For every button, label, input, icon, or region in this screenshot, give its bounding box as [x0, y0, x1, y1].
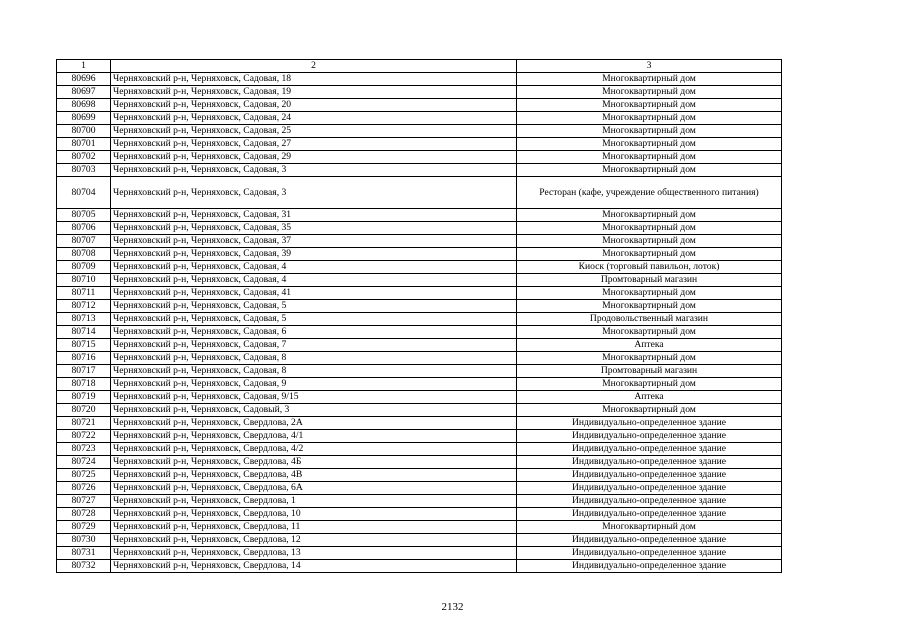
object-id-cell: 80730 — [57, 534, 111, 547]
object-type-cell: Многоквартирный дом — [517, 326, 782, 339]
address-cell: Черняховский р-н, Черняховск, Садовая, 5 — [111, 300, 517, 313]
object-id-cell: 80720 — [57, 404, 111, 417]
object-id-cell: 80723 — [57, 443, 111, 456]
table-row — [57, 261, 782, 274]
address-cell: Черняховский р-н, Черняховск, Садовая, 7 — [111, 339, 517, 352]
registry-table — [56, 59, 782, 573]
table-row — [57, 287, 782, 300]
address-cell: Черняховский р-н, Черняховск, Садовая, 39 — [111, 248, 517, 261]
object-type-cell: Многоквартирный дом — [517, 73, 782, 86]
object-id-cell: 80708 — [57, 248, 111, 261]
table-row — [57, 177, 782, 209]
object-id-cell: 80707 — [57, 235, 111, 248]
object-id-cell: 80703 — [57, 164, 111, 177]
table-row — [57, 521, 782, 534]
object-type-cell: Аптека — [517, 391, 782, 404]
address-cell: Черняховский р-н, Черняховск, Свердлова, 1 — [111, 495, 517, 508]
table-row — [57, 547, 782, 560]
address-cell: Черняховский р-н, Черняховск, Садовая, 19 — [111, 86, 517, 99]
object-id-cell: 80717 — [57, 365, 111, 378]
object-type-cell: Многоквартирный дом — [517, 151, 782, 164]
object-type-cell: Многоквартирный дом — [517, 248, 782, 261]
table-row — [57, 495, 782, 508]
table-row — [57, 443, 782, 456]
object-id-cell: 80699 — [57, 112, 111, 125]
object-type-cell: Многоквартирный дом — [517, 138, 782, 151]
object-type-cell: Индивидуально-определенное здание — [517, 456, 782, 469]
object-id-cell: 80702 — [57, 151, 111, 164]
object-type-cell: Промтоварный магазин — [517, 274, 782, 287]
object-id-cell: 80704 — [57, 177, 111, 209]
address-cell: Черняховский р-н, Черняховск, Садовая, 9 — [111, 378, 517, 391]
object-id-cell: 80729 — [57, 521, 111, 534]
table-row — [57, 125, 782, 138]
table-row — [57, 209, 782, 222]
address-cell: Черняховский р-н, Черняховск, Свердлова, 4В — [111, 469, 517, 482]
address-cell: Черняховский р-н, Черняховск, Садовая, 35 — [111, 222, 517, 235]
object-type-cell: Индивидуально-определенное здание — [517, 534, 782, 547]
table-row — [57, 151, 782, 164]
object-type-cell: Многоквартирный дом — [517, 222, 782, 235]
object-id-cell: 80726 — [57, 482, 111, 495]
table-row — [57, 326, 782, 339]
table-row — [57, 508, 782, 521]
object-type-cell: Индивидуально-определенное здание — [517, 508, 782, 521]
header-cell-2: 2 — [111, 60, 517, 73]
table-row — [57, 339, 782, 352]
object-type-cell: Многоквартирный дом — [517, 164, 782, 177]
address-cell: Черняховский р-н, Черняховск, Садовая, 29 — [111, 151, 517, 164]
object-type-cell: Индивидуально-определенное здание — [517, 547, 782, 560]
object-id-cell: 80709 — [57, 261, 111, 274]
table-row — [57, 73, 782, 86]
table-row — [57, 300, 782, 313]
object-id-cell: 80719 — [57, 391, 111, 404]
object-type-cell: Многоквартирный дом — [517, 235, 782, 248]
address-cell: Черняховский р-н, Черняховск, Садовая, 20 — [111, 99, 517, 112]
address-cell: Черняховский р-н, Черняховск, Свердлова, 6А — [111, 482, 517, 495]
object-type-cell: Индивидуально-определенное здание — [517, 443, 782, 456]
object-id-cell: 80698 — [57, 99, 111, 112]
table-row — [57, 352, 782, 365]
object-type-cell: Индивидуально-определенное здание — [517, 417, 782, 430]
object-id-cell: 80716 — [57, 352, 111, 365]
address-cell: Черняховский р-н, Черняховск, Садовая, 24 — [111, 112, 517, 125]
object-id-cell: 80718 — [57, 378, 111, 391]
table-row — [57, 404, 782, 417]
address-cell: Черняховский р-н, Черняховск, Свердлова, 4Б — [111, 456, 517, 469]
object-id-cell: 80700 — [57, 125, 111, 138]
table-row — [57, 274, 782, 287]
address-cell: Черняховский р-н, Черняховск, Садовая, 18 — [111, 73, 517, 86]
address-cell: Черняховский р-н, Черняховск, Садовая, 4 — [111, 274, 517, 287]
object-id-cell: 80712 — [57, 300, 111, 313]
table-row — [57, 138, 782, 151]
object-id-cell: 80728 — [57, 508, 111, 521]
object-id-cell: 80706 — [57, 222, 111, 235]
table-row — [57, 222, 782, 235]
object-id-cell: 80727 — [57, 495, 111, 508]
address-cell: Черняховский р-н, Черняховск, Свердлова, 13 — [111, 547, 517, 560]
address-cell: Черняховский р-н, Черняховск, Садовая, 8 — [111, 352, 517, 365]
object-id-cell: 80714 — [57, 326, 111, 339]
object-type-cell: Киоск (торговый павильон, лоток) — [517, 261, 782, 274]
table-row — [57, 365, 782, 378]
object-id-cell: 80715 — [57, 339, 111, 352]
table-row — [57, 248, 782, 261]
object-type-cell: Многоквартирный дом — [517, 521, 782, 534]
address-cell: Черняховский р-н, Черняховск, Свердлова, 14 — [111, 560, 517, 573]
table-row — [57, 534, 782, 547]
address-cell: Черняховский р-н, Черняховск, Садовая, 41 — [111, 287, 517, 300]
object-type-cell: Индивидуально-определенное здание — [517, 482, 782, 495]
table-row — [57, 482, 782, 495]
address-cell: Черняховский р-н, Черняховск, Садовая, 8 — [111, 365, 517, 378]
object-type-cell: Многоквартирный дом — [517, 352, 782, 365]
object-type-cell: Индивидуально-определенное здание — [517, 430, 782, 443]
object-id-cell: 80724 — [57, 456, 111, 469]
table-row — [57, 235, 782, 248]
object-id-cell: 80732 — [57, 560, 111, 573]
address-cell: Черняховский р-н, Черняховск, Свердлова, 10 — [111, 508, 517, 521]
table-header-row — [57, 60, 782, 73]
address-cell: Черняховский р-н, Черняховск, Свердлова, 4/1 — [111, 430, 517, 443]
table-row — [57, 430, 782, 443]
object-type-cell: Индивидуально-определенное здание — [517, 469, 782, 482]
address-cell: Черняховский р-н, Черняховск, Садовый, 3 — [111, 404, 517, 417]
table-row — [57, 378, 782, 391]
object-id-cell: 80722 — [57, 430, 111, 443]
object-type-cell: Многоквартирный дом — [517, 209, 782, 222]
table-row — [57, 313, 782, 326]
address-cell: Черняховский р-н, Черняховск, Свердлова, 2А — [111, 417, 517, 430]
object-type-cell: Многоквартирный дом — [517, 300, 782, 313]
object-id-cell: 80721 — [57, 417, 111, 430]
table-row — [57, 417, 782, 430]
address-cell: Черняховский р-н, Черняховск, Садовая, 31 — [111, 209, 517, 222]
object-id-cell: 80701 — [57, 138, 111, 151]
address-cell: Черняховский р-н, Черняховск, Садовая, 3 — [111, 164, 517, 177]
address-cell: Черняховский р-н, Черняховск, Садовая, 27 — [111, 138, 517, 151]
object-type-cell: Индивидуально-определенное здание — [517, 495, 782, 508]
object-type-cell: Ресторан (кафе, учреждение общественного питания) — [517, 177, 782, 209]
object-type-cell: Многоквартирный дом — [517, 378, 782, 391]
object-type-cell: Многоквартирный дом — [517, 404, 782, 417]
registry-table-body — [57, 60, 782, 573]
object-id-cell: 80705 — [57, 209, 111, 222]
address-cell: Черняховский р-н, Черняховск, Свердлова, 11 — [111, 521, 517, 534]
table-row — [57, 469, 782, 482]
object-id-cell: 80697 — [57, 86, 111, 99]
object-id-cell: 80696 — [57, 73, 111, 86]
object-type-cell: Продовольственный магазин — [517, 313, 782, 326]
object-id-cell: 80710 — [57, 274, 111, 287]
object-type-cell: Многоквартирный дом — [517, 99, 782, 112]
object-id-cell: 80725 — [57, 469, 111, 482]
table-row — [57, 391, 782, 404]
address-cell: Черняховский р-н, Черняховск, Свердлова, 12 — [111, 534, 517, 547]
address-cell: Черняховский р-н, Черняховск, Садовая, 3 — [111, 177, 517, 209]
address-cell: Черняховский р-н, Черняховск, Садовая, 25 — [111, 125, 517, 138]
object-id-cell: 80711 — [57, 287, 111, 300]
address-cell: Черняховский р-н, Черняховск, Садовая, 4 — [111, 261, 517, 274]
object-type-cell: Многоквартирный дом — [517, 287, 782, 300]
table-row — [57, 86, 782, 99]
header-cell-1: 1 — [57, 60, 111, 73]
object-type-cell: Многоквартирный дом — [517, 86, 782, 99]
address-cell: Черняховский р-н, Черняховск, Свердлова, 4/2 — [111, 443, 517, 456]
table-row — [57, 456, 782, 469]
address-cell: Черняховский р-н, Черняховск, Садовая, 9/15 — [111, 391, 517, 404]
object-id-cell: 80731 — [57, 547, 111, 560]
table-row — [57, 99, 782, 112]
object-type-cell: Аптека — [517, 339, 782, 352]
header-cell-3: 3 — [517, 60, 782, 73]
object-type-cell: Многоквартирный дом — [517, 112, 782, 125]
table-row — [57, 560, 782, 573]
object-type-cell: Промтоварный магазин — [517, 365, 782, 378]
table-row — [57, 164, 782, 177]
object-type-cell: Индивидуально-определенное здание — [517, 560, 782, 573]
address-cell: Черняховский р-н, Черняховск, Садовая, 5 — [111, 313, 517, 326]
address-cell: Черняховский р-н, Черняховск, Садовая, 37 — [111, 235, 517, 248]
table-row — [57, 112, 782, 125]
object-id-cell: 80713 — [57, 313, 111, 326]
address-cell: Черняховский р-н, Черняховск, Садовая, 6 — [111, 326, 517, 339]
page-number: 2132 — [441, 601, 464, 613]
object-type-cell: Многоквартирный дом — [517, 125, 782, 138]
